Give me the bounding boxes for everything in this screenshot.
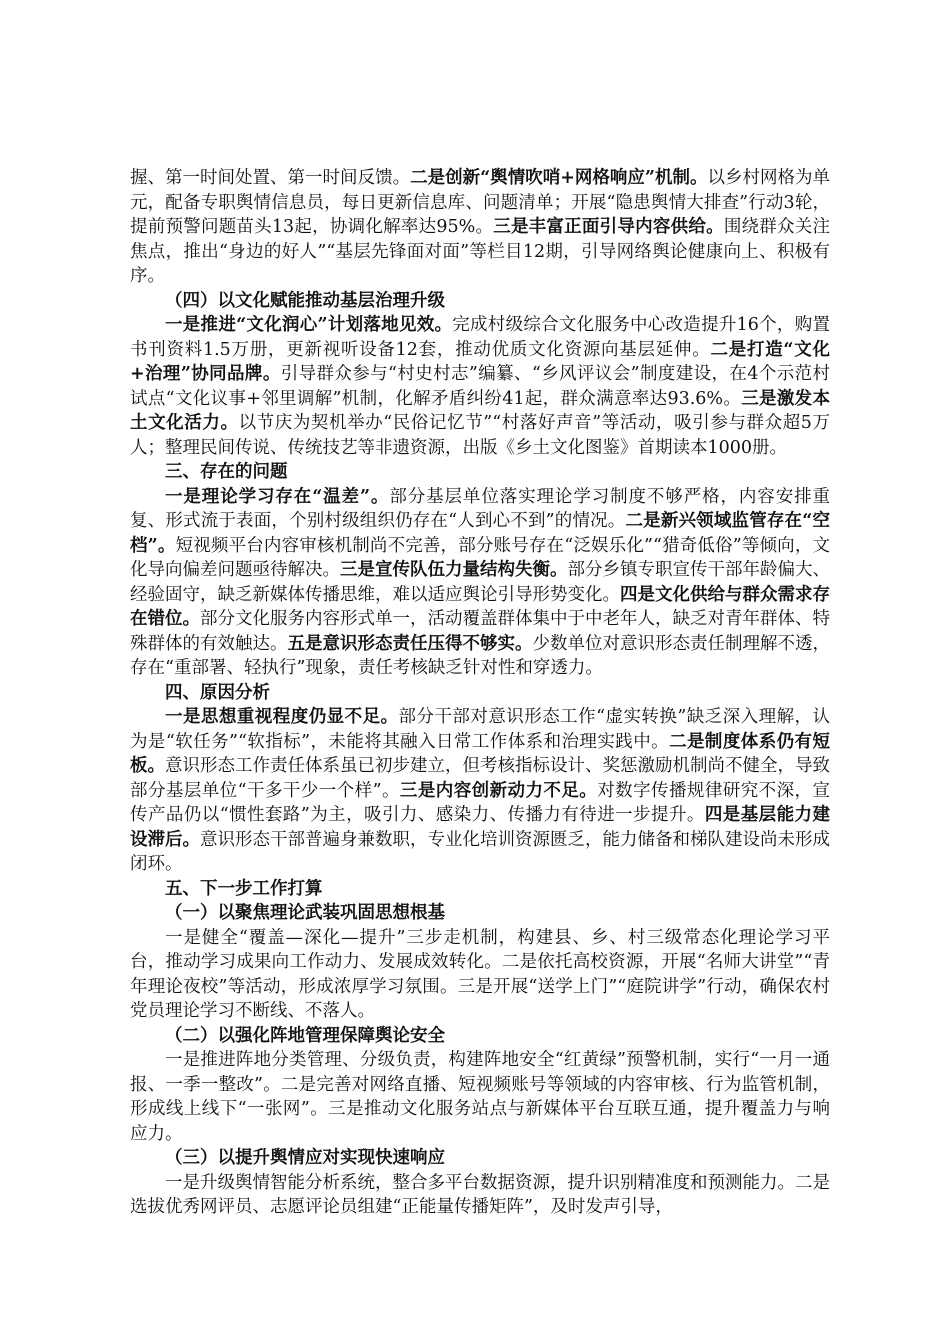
paragraph-text: 一是升级舆情智能分析系统，整合多平台数据资源，提升识别精准度和预测能力。二是选拔优秀网评员、志愿评论员组建“正能量传播矩阵”，及时发声引导，: [130, 1172, 830, 1217]
paragraph-text: 意识形态干部普遍身兼数职，专业化培训资源匮乏，能力储备和梯队建设尚未形成闭环。: [130, 829, 830, 874]
section-heading: （二）以强化阵地管理保障舆论安全: [165, 1025, 445, 1046]
paragraph-text: 部分乡镇专职宣传干部年龄偏大、经验固守，缺乏新媒体传播思维，难以适应舆论引导形势变化。: [130, 560, 830, 605]
bold-lead-phrase: 三是宣传队伍力量结构失衡。: [340, 560, 568, 580]
bold-lead-phrase: 一是理论学习存在“温差”。: [165, 486, 390, 507]
bold-lead-phrase: 一是推进“文化润心”计划落地见效。: [165, 315, 453, 335]
bold-lead-phrase: 二是打造“文化+治理”协同品牌。: [130, 339, 830, 384]
body-paragraph: [130, 1048, 830, 1146]
section-heading: （四）以文化赋能推动基层治理升级: [165, 290, 445, 311]
paragraph-text: 握、第一时间处置、第一时间反馈。: [130, 168, 411, 188]
section-heading: 四、原因分析: [165, 682, 270, 703]
body-paragraph: [130, 926, 830, 1024]
section-heading: （三）以提升舆情应对实现快速响应: [165, 1148, 445, 1168]
body-paragraph: [130, 166, 830, 289]
bold-lead-phrase: 二是创新“舆情吹哨+网格响应”机制。: [410, 168, 708, 188]
section-heading: 五、下一步工作打算: [165, 878, 323, 899]
paragraph-text: 以节庆为契机举办“民俗记忆节”“村落好声音”等活动，吸引参与群众超5万人；整理民间传说、传统技艺等非遗资源，出版《乡土文化图鉴》首期读本1000册。: [130, 413, 831, 458]
bold-lead-phrase: 二是制度体系仍有短板。: [130, 731, 830, 776]
body-paragraph: [130, 313, 830, 460]
bold-lead-phrase: 三是激发本土文化活力。: [130, 388, 831, 433]
paragraph-text: 少数单位对意识形态责任制理解不透，存在“重部署、轻执行”现象，责任考核缺乏针对性和穿透力。: [130, 633, 830, 678]
section-heading: （一）以聚焦理论武装巩固思想根基: [165, 903, 445, 923]
body-paragraph: [130, 1171, 830, 1220]
bold-lead-phrase: 四是基层能力建设滞后。: [130, 805, 830, 850]
paragraph-text: 围绕群众关注焦点，推出“身边的好人”“基层先锋面对面”等栏目12期，引导网络舆论健康向上、积极有序。: [130, 217, 831, 286]
bold-lead-phrase: 四是文化供给与群众需求存在错位。: [130, 584, 830, 629]
paragraph-text: 部分干部对意识形态工作“虚实转换”缺乏深入理解，认为是“软任务”“软指标”，未能将其融入日常工作体系和治理实践中。: [130, 707, 830, 752]
paragraph-text: 以乡村网格为单元，配备专职舆情信息员，每日更新信息库、问题清单；开展“隐患舆情大排查”行动3轮，提前预警问题苗头13起，协调化解率达95%。: [130, 168, 831, 237]
document-page: [130, 166, 830, 1220]
paragraph-text: 意识形态工作责任体系虽已初步建立，但考核指标设计、奖惩激励机制尚不健全，导致部分基层单位“干多干少一个样”。: [130, 756, 830, 801]
paragraph-text: 完成村级综合文化服务中心改造提升16个，购置书刊资料1.5万册，更新视听设备12套，推动优质文化资源向基层延伸。: [130, 315, 830, 360]
paragraph-text: 对数字传播规律研究不深，宣传产品仍以“惯性套路”为主，吸引力、感染力、传播力有待进一步提升。: [130, 780, 830, 825]
paragraph-text: 部分文化服务内容形式单一，活动覆盖群体集中于中老年人，缺乏对青年群体、特殊群体的有效触达。: [130, 609, 830, 654]
paragraph-text: 短视频平台内容审核机制尚不完善，部分账号存在“泛娱乐化”“猎奇低俗”等倾向，文化导向偏差问题亟待解决。: [130, 535, 830, 580]
paragraph-text: 引导群众参与“村史村志”编纂、“乡风评议会”制度建设，在4个示范村试点“文化议事+邻里调解”机制，化解矛盾纠纷41起，群众满意率达93.6%。: [130, 364, 831, 409]
paragraph-text: 一是推进阵地分类管理、分级负责，构建阵地安全“红黄绿”预警机制，实行“一月一通报、一季一整改”。二是完善对网络直播、短视频账号等领域的内容审核、行为监管机制，形成线上线下“一张网”。三是推动文化服务站点与新媒体平台互联互通，提升覆盖力与响应力。: [130, 1050, 830, 1144]
section-heading: 三、存在的问题: [165, 462, 288, 482]
paragraph-text: 一是健全“覆盖—深化—提升”三步走机制，构建县、乡、村三级常态化理论学习平台，推动学习成果向工作动力、发展成效转化。二是依托高校资源，开展“名师大讲堂”“青年理论夜校”等活动，形成浓厚学习氛围。三是开展“送学上门”“庭院讲学”行动，确保农村党员理论学习不断线、不落人。: [130, 927, 830, 1021]
body-paragraph: [130, 485, 830, 681]
bold-lead-phrase: 二是新兴领域监管存在“空档”。: [130, 511, 830, 556]
bold-lead-phrase: 一是思想重视程度仍显不足。: [165, 707, 399, 727]
body-paragraph: [130, 705, 830, 877]
bold-lead-phrase: 三是丰富正面引导内容供给。: [493, 217, 724, 237]
bold-lead-phrase: 三是内容创新动力不足。: [399, 780, 598, 801]
paragraph-text: 部分基层单位落实理论学习制度不够严格，内容安排重复、形式流于表面，个别村级组织仍存在“人到心不到”的情况。: [130, 486, 831, 531]
bold-lead-phrase: 五是意识形态责任压得不够实。: [287, 633, 533, 654]
